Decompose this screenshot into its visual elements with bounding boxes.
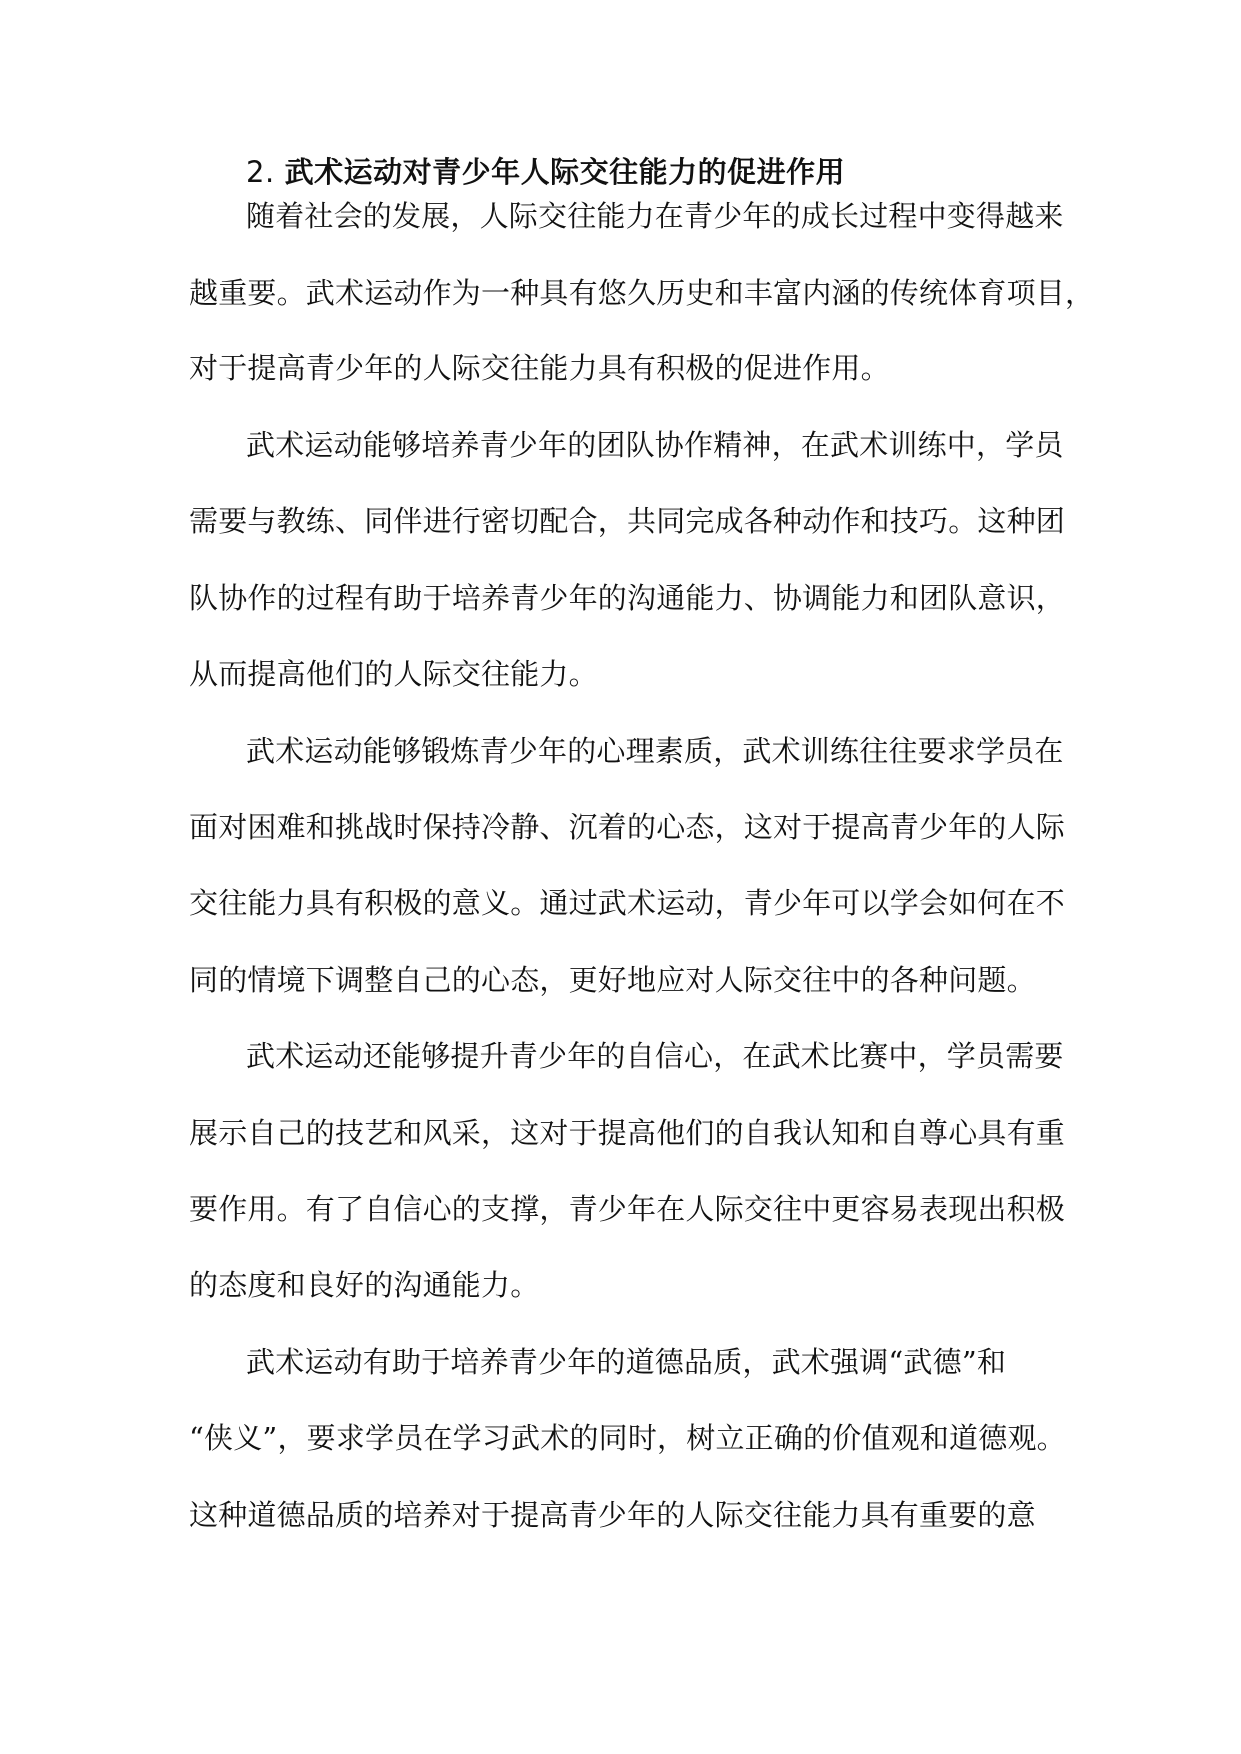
paragraph-2-line-4: 从而提高他们的人际交往能力。 — [189, 657, 598, 691]
paragraph-3-line-4: 同的情境下调整自己的心态，更好地应对人际交往中的各种问题。 — [189, 963, 1036, 997]
paragraph-4-line-2: 展示自己的技艺和风采，这对于提高他们的自我认知和自尊心具有重 — [189, 1116, 1066, 1150]
paragraph-5-line-3: 这种道德品质的培养对于提高青少年的人际交往能力具有重要的意 — [189, 1498, 1036, 1532]
paragraph-3-line-3: 交往能力具有积极的意义。通过武术运动，青少年可以学会如何在不 — [189, 886, 1066, 920]
paragraph-3-line-1: 武术运动能够锻炼青少年的心理素质，武术训练往往要求学员在 — [246, 734, 1064, 768]
paragraph-1-line-2: 越重要。武术运动作为一种具有悠久历史和丰富内涵的传统体育项目， — [189, 276, 1095, 310]
paragraph-2-line-1: 武术运动能够培养青少年的团队协作精神，在武术训练中，学员 — [246, 428, 1064, 462]
paragraph-4-line-3: 要作用。有了自信心的支撑，青少年在人际交往中更容易表现出积极 — [189, 1192, 1066, 1226]
paragraph-4-line-1: 武术运动还能够提升青少年的自信心，在武术比赛中，学员需要 — [246, 1039, 1064, 1073]
paragraph-4-line-4: 的态度和良好的沟通能力。 — [189, 1268, 540, 1302]
section-heading — [246, 152, 845, 192]
paragraph-2-line-3: 队协作的过程有助于培养青少年的沟通能力、协调能力和团队意识， — [189, 581, 1066, 615]
section-title: 武术运动对青少年人际交往能力的促进作用 — [284, 155, 846, 189]
paragraph-5-line-1: 武术运动有助于培养青少年的道德品质，武术强调“武德”和 — [246, 1345, 1007, 1379]
paragraph-3-line-2: 面对困难和挑战时保持冷静、沉着的心态，这对于提高青少年的人际 — [189, 810, 1066, 844]
section-number: 2. — [246, 155, 275, 189]
paragraph-1-line-3: 对于提高青少年的人际交往能力具有积极的促进作用。 — [189, 351, 890, 385]
paragraph-5-line-2: “侠义”，要求学员在学习武术的同时，树立正确的价值观和道德观。 — [189, 1421, 1066, 1455]
paragraph-1-line-1: 随着社会的发展，人际交往能力在青少年的成长过程中变得越来 — [246, 199, 1064, 233]
paragraph-2-line-2: 需要与教练、同伴进行密切配合，共同完成各种动作和技巧。这种团 — [189, 504, 1066, 538]
